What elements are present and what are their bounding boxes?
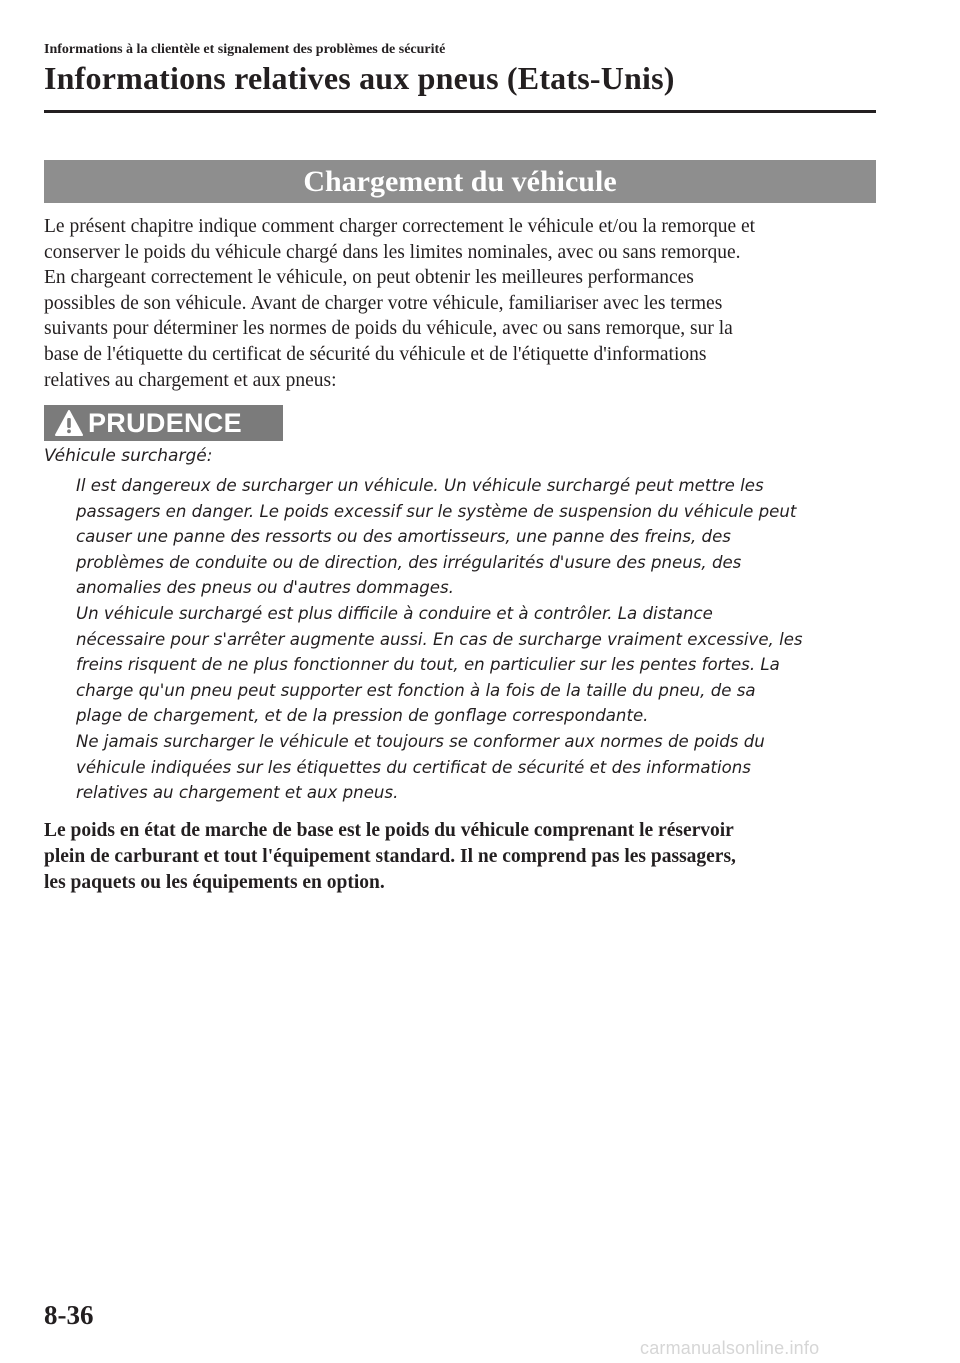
caution-line: véhicule indiquées sur les étiquettes du certificat de sécurité et des informations [76, 757, 751, 777]
intro-line: Le présent chapitre indique comment charger correctement le véhicule et/ou la remorque et [44, 216, 756, 237]
definition-line: Le poids en état de marche de base est le poids du véhicule comprenant le réservoir [44, 820, 734, 841]
caution-line: relatives au chargement et aux pneus. [76, 783, 399, 803]
caution-heading: Véhicule surchargé: [44, 446, 213, 466]
caution-line: plage de chargement, et de la pression de gonflage correspondante. [76, 706, 649, 726]
section-header-bar [44, 160, 876, 203]
page-title: Informations relatives aux pneus (Etats-Unis) [44, 60, 675, 96]
watermark: carmanualsonline.info [640, 1338, 820, 1358]
warning-triangle-icon [55, 410, 83, 436]
caution-line: causer une panne des ressorts ou des amortisseurs, une panne des freins, des [76, 527, 731, 547]
intro-line: suivants pour déterminer les normes de poids du véhicule, avec ou sans remorque, sur la [44, 318, 733, 340]
caution-line: Un véhicule surchargé est plus difficile à conduire et à contrôler. La distance [76, 603, 713, 623]
definition-line: les paquets ou les équipements en option. [44, 872, 385, 893]
intro-line: relatives au chargement et aux pneus: [44, 369, 337, 391]
caution-line: problèmes de conduite ou de direction, des irrégularités d'usure des pneus, des [76, 552, 742, 572]
page-number: 8-36 [44, 1300, 94, 1330]
caution-line: nécessaire pour s'arrêter augmente aussi. En cas de surcharge vraiment excessive, les [76, 629, 803, 649]
intro-line: base de l'étiquette du certificat de sécurité du véhicule et de l'étiquette d'informations [44, 343, 707, 365]
intro-line: possibles de son véhicule. Avant de charger votre véhicule, familiariser avec les termes [44, 292, 723, 314]
caution-line: freins risquent de ne plus fonctionner du tout, en particulier sur les pentes fortes. La [76, 655, 780, 675]
caution-label: PRUDENCE [88, 407, 242, 438]
caution-line: charge qu'un pneu peut supporter est fonction à la fois de la taille du pneu, de sa [76, 680, 756, 700]
definition-paragraph [44, 818, 876, 896]
caution-line: Ne jamais surcharger le véhicule et toujours se conformer aux normes de poids du [76, 731, 765, 751]
caution-body [76, 473, 880, 806]
caution-line: passagers en danger. Le poids excessif sur le système de suspension du véhicule peut [76, 501, 797, 521]
caution-line: Il est dangereux de surcharger un véhicule. Un véhicule surchargé peut mettre les [76, 476, 764, 495]
section-title: Chargement du véhicule [303, 164, 617, 198]
definition-line: plein de carburant et tout l'équipement standard. Il ne comprend pas les passagers, [44, 846, 736, 867]
intro-paragraph [44, 214, 876, 393]
intro-line: En chargeant correctement le véhicule, on peut obtenir les meilleures performances [44, 267, 694, 289]
breadcrumb: Informations à la clientèle et signalement des problèmes de sécurité [44, 42, 446, 57]
intro-line: conserver le poids du véhicule chargé dans les limites nominales, avec ou sans remorque. [44, 241, 741, 263]
caution-badge [44, 405, 283, 441]
title-divider [44, 110, 876, 113]
caution-line: anomalies des pneus ou d'autres dommages. [76, 578, 454, 598]
